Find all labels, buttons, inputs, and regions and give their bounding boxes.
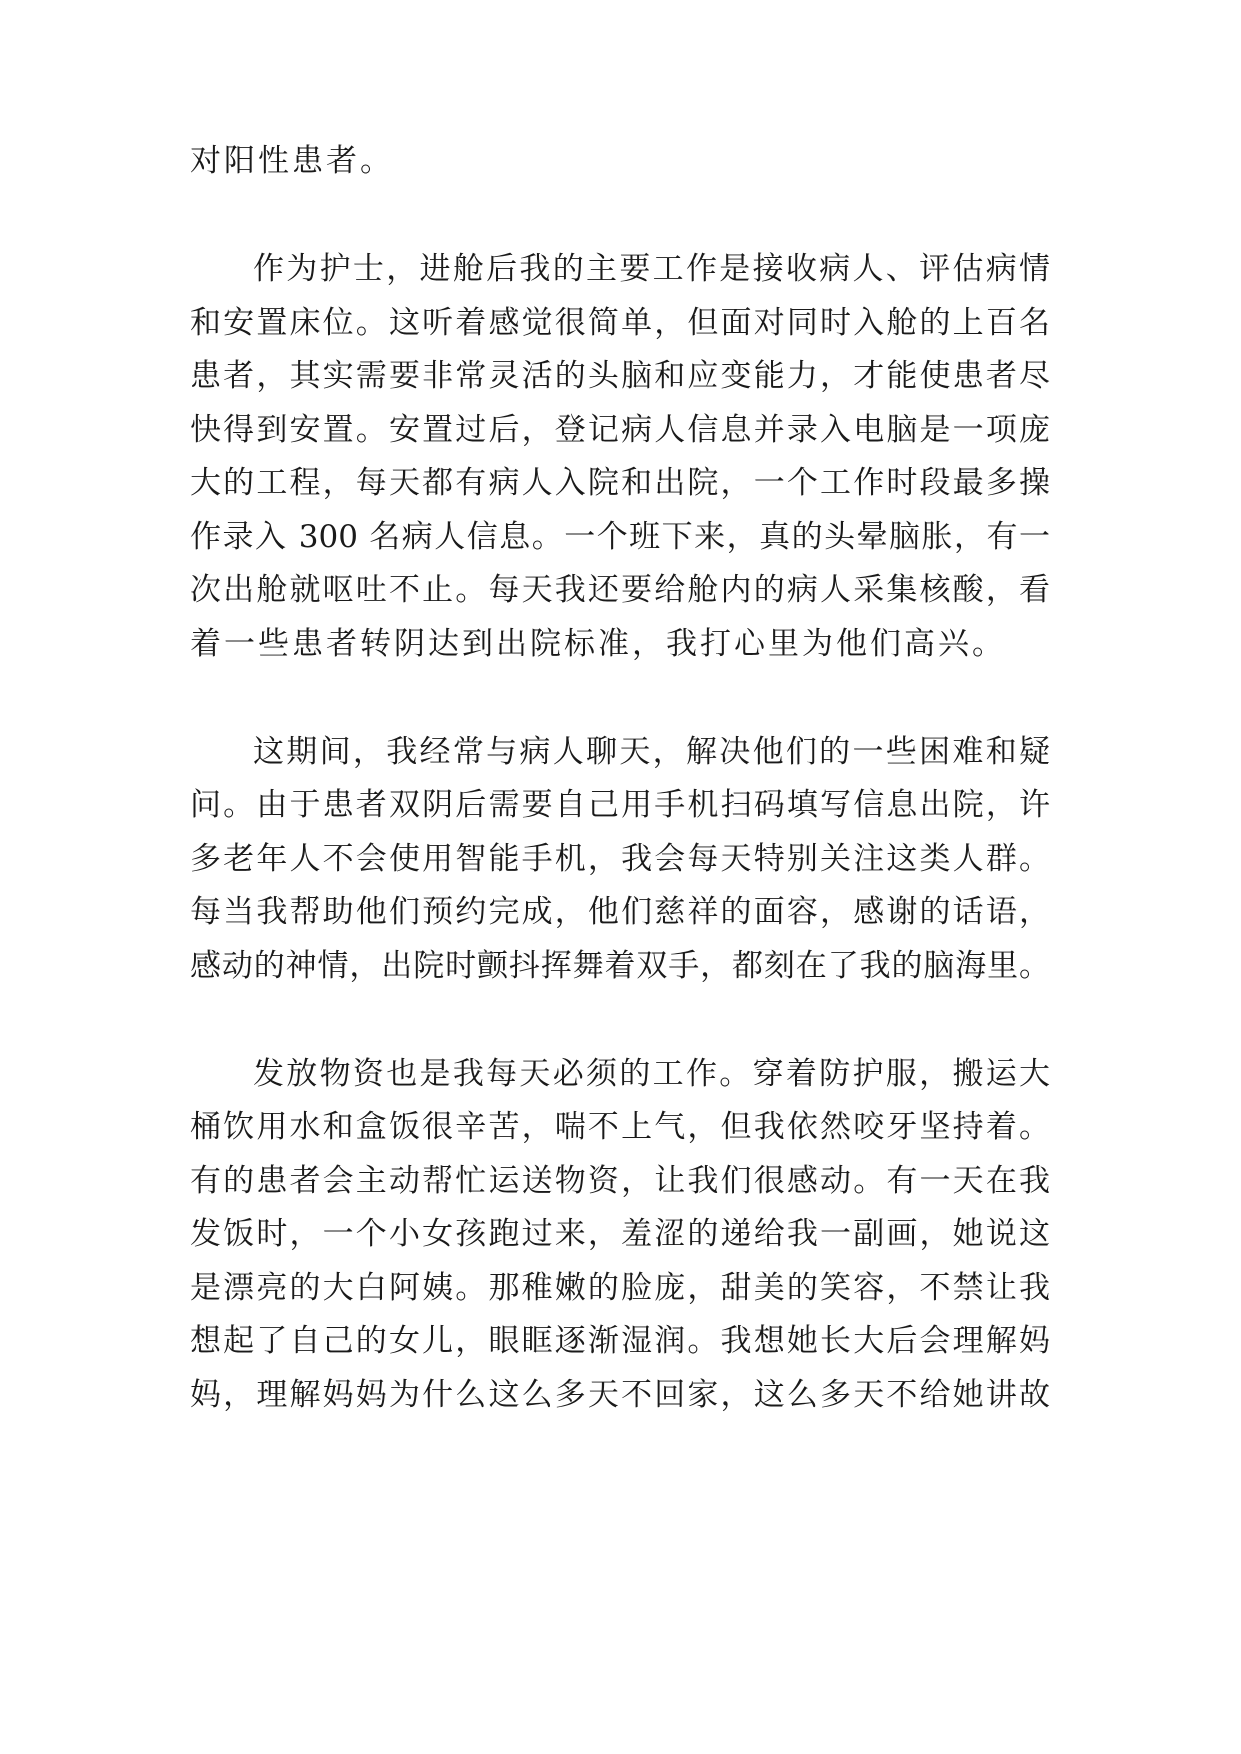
- text-line: 有的患者会主动帮忙运送物资，让我们很感动。有一天在我: [190, 1163, 1050, 1199]
- text-line: 作为护士，进舱后我的主要工作是接收病人、评估病情: [253, 251, 1050, 287]
- text-line: 患者，其实需要非常灵活的头脑和应变能力，才能使患者尽: [190, 358, 1050, 394]
- text-line: 对阳性患者。: [190, 143, 394, 179]
- text-line: 多老年人不会使用智能手机，我会每天特别关注这类人群。: [190, 841, 1050, 877]
- text-line: 发饭时，一个小女孩跑过来，羞涩的递给我一副画，她说这: [190, 1216, 1050, 1252]
- text-line: 大的工程，每天都有病人入院和出院，一个工作时段最多操: [190, 465, 1050, 501]
- text-line: 每当我帮助他们预约完成，他们慈祥的面容，感谢的话语，: [190, 894, 1050, 930]
- text-line: 次出舱就呕吐不止。每天我还要给舱内的病人采集核酸，看: [190, 572, 1050, 608]
- text-line: 和安置床位。这听着感觉很简单，但面对同时入舱的上百名: [190, 305, 1050, 341]
- text-line: 感动的神情，出院时颤抖挥舞着双手，都刻在了我的脑海里。: [190, 948, 1050, 984]
- text-line: 着一些患者转阴达到出院标准，我打心里为他们高兴。: [190, 626, 1006, 662]
- text-line: 桶饮用水和盒饭很辛苦，喘不上气，但我依然咬牙坚持着。: [190, 1109, 1050, 1145]
- text-line: 是漂亮的大白阿姨。那稚嫩的脸庞，甜美的笑容，不禁让我: [190, 1270, 1050, 1306]
- text-line: 发放物资也是我每天必须的工作。穿着防护服，搬运大: [253, 1056, 1050, 1092]
- text-line: 想起了自己的女儿，眼眶逐渐湿润。我想她长大后会理解妈: [190, 1323, 1050, 1359]
- text-line: 快得到安置。安置过后，登记病人信息并录入电脑是一项庞: [190, 412, 1050, 448]
- text-line: 妈，理解妈妈为什么这么多天不回家，这么多天不给她讲故: [190, 1377, 1050, 1413]
- text-line: 问。由于患者双阴后需要自己用手机扫码填写信息出院，许: [190, 787, 1050, 823]
- text-line: 这期间，我经常与病人聊天，解决他们的一些困难和疑: [253, 734, 1050, 770]
- text-line: 作录入 300 名病人信息。一个班下来，真的头晕脑胀，有一: [190, 519, 1050, 555]
